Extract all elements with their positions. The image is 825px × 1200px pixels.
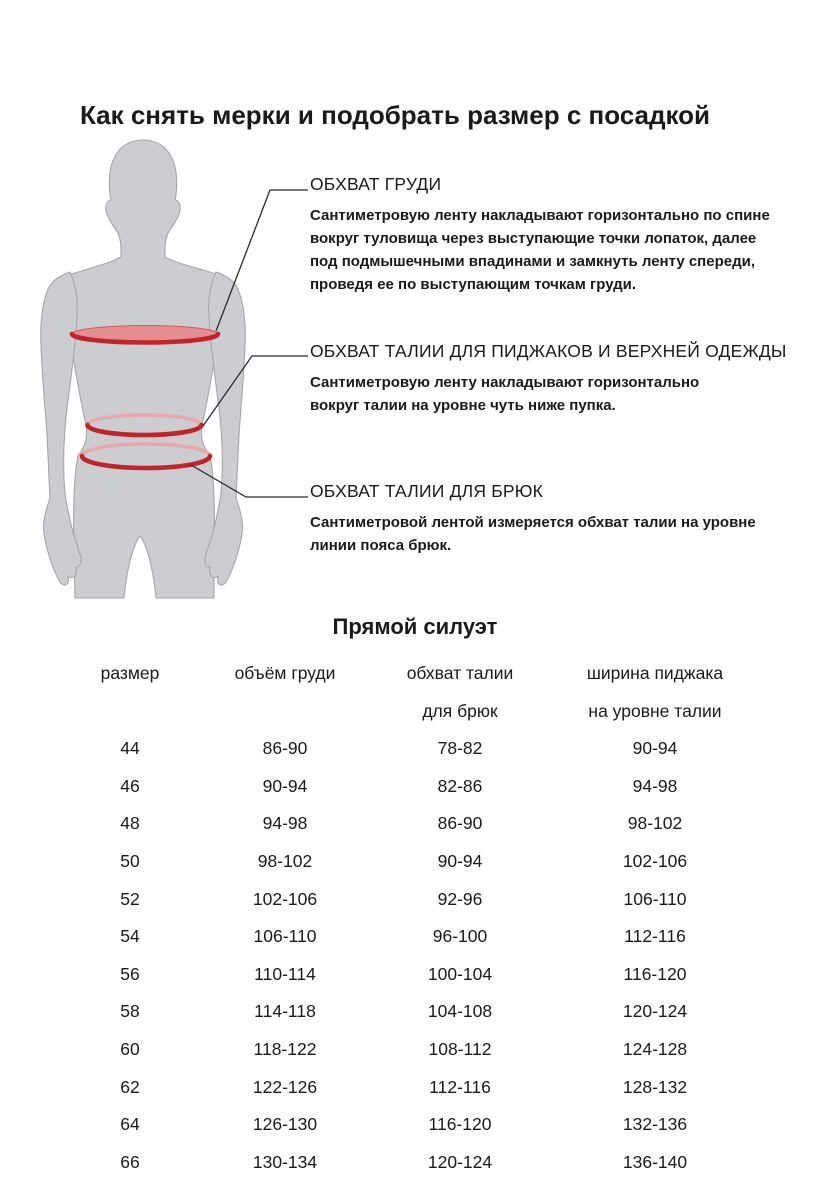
table-cell: 120-124	[622, 1001, 688, 1022]
table-row	[65, 768, 765, 806]
table-cell: 106-110	[253, 926, 317, 947]
table-cell: 90-94	[437, 851, 483, 872]
table-cell: 56	[120, 963, 140, 984]
size-table	[65, 654, 765, 1181]
table-cell: 64	[120, 1114, 140, 1135]
table-cell: 90-94	[632, 738, 678, 759]
section-chest	[310, 174, 778, 296]
table-cell: 54	[120, 926, 140, 947]
table-cell: 98-102	[257, 851, 313, 872]
table-cell: 90-94	[262, 775, 308, 796]
table-cell: 94-98	[632, 775, 678, 796]
table-cell: 102-106	[252, 888, 318, 909]
table-cell: 108-112	[428, 1039, 492, 1060]
table-cell: 120-124	[427, 1151, 493, 1172]
table-cell: 92-96	[437, 888, 483, 909]
section-trouser-waist	[310, 481, 790, 557]
page-title: Как снять мерки и подобрать размер с посадкой	[79, 100, 711, 131]
table-cell: 86-90	[262, 738, 308, 759]
table-cell: 122-126	[252, 1076, 318, 1097]
table-cell: 128-132	[622, 1076, 688, 1097]
table-cell: 62	[120, 1076, 140, 1097]
body-outline	[55, 140, 233, 598]
left-arm	[41, 272, 81, 585]
table-cell: 136-140	[622, 1151, 688, 1172]
table-cell: 106-110	[623, 888, 687, 909]
table-row	[65, 880, 765, 918]
table-cell: 94-98	[262, 813, 308, 834]
table-cell: 44	[120, 738, 140, 759]
table-row	[65, 805, 765, 843]
chest-band	[72, 326, 218, 343]
right-arm	[205, 272, 245, 585]
table-cell: 130-134	[252, 1151, 318, 1172]
size-table-body	[65, 730, 765, 1181]
column-header: ширина пиджака на уровне талии	[586, 662, 724, 721]
table-cell: 100-104	[427, 963, 493, 984]
table-cell: 58	[120, 1001, 140, 1022]
table-row	[65, 918, 765, 956]
table-cell: 82-86	[437, 775, 483, 796]
table-cell: 60	[120, 1039, 140, 1060]
table-cell: 126-130	[252, 1114, 318, 1135]
table-cell: 116-120	[428, 1114, 492, 1135]
table-cell: 46	[120, 775, 140, 796]
section-chest-body: Сантиметровую ленту накладывают горизонтально по спине вокруг туловища через выступающие точки лопаток, далее под подмышечными впадинами и замкнуть ленту спереди, проведя ее по выступающим точкам груди.	[310, 207, 770, 293]
section-jacket-waist	[310, 341, 787, 417]
section-trouser-waist-body: Сантиметровой лентой измеряется обхват талии на уровне линии пояса брюк.	[310, 514, 756, 554]
table-cell: 116-120	[623, 963, 687, 984]
male-silhouette-figure	[20, 130, 312, 608]
table-cell: 114-118	[254, 1001, 316, 1022]
table-cell: 112-116	[429, 1076, 491, 1097]
table-cell: 132-136	[622, 1114, 688, 1135]
table-row	[65, 1144, 765, 1182]
table-row	[65, 730, 765, 768]
table-cell: 78-82	[437, 738, 483, 759]
section-chest-title: ОБХВАТ ГРУДИ	[310, 174, 442, 194]
table-cell: 124-128	[622, 1039, 688, 1060]
table-row	[65, 956, 765, 994]
table-cell: 102-106	[622, 851, 688, 872]
table-cell: 66	[120, 1151, 140, 1172]
table-row	[65, 843, 765, 881]
table-cell: 52	[120, 888, 140, 909]
section-jacket-waist-body: Сантиметровую ленту накладывают горизонтально вокруг талии на уровне чуть ниже пупка.	[310, 374, 700, 414]
column-header: объём груди	[234, 662, 336, 683]
size-table-head	[65, 654, 765, 730]
table-row	[65, 993, 765, 1031]
table-cell: 48	[120, 813, 140, 834]
column-header: размер	[100, 662, 160, 683]
table-cell: 110-114	[254, 963, 316, 984]
table-cell: 112-116	[624, 926, 686, 947]
table-cell: 50	[120, 851, 140, 872]
table-cell: 96-100	[432, 926, 488, 947]
table-cell: 86-90	[437, 813, 483, 834]
table-title: Прямой силуэт	[332, 614, 498, 639]
table-cell: 118-122	[253, 1039, 317, 1060]
table-cell: 104-108	[427, 1001, 493, 1022]
table-row	[65, 1106, 765, 1144]
section-trouser-waist-title: ОБХВАТ ТАЛИИ ДЛЯ БРЮК	[310, 481, 544, 501]
section-jacket-waist-title: ОБХВАТ ТАЛИИ ДЛЯ ПИДЖАКОВ И ВЕРХНЕЙ ОДЕЖДЫ	[310, 341, 787, 361]
column-header: обхват талии для брюк	[406, 662, 514, 721]
table-row	[65, 1068, 765, 1106]
table-cell: 98-102	[627, 813, 683, 834]
table-row	[65, 1031, 765, 1069]
